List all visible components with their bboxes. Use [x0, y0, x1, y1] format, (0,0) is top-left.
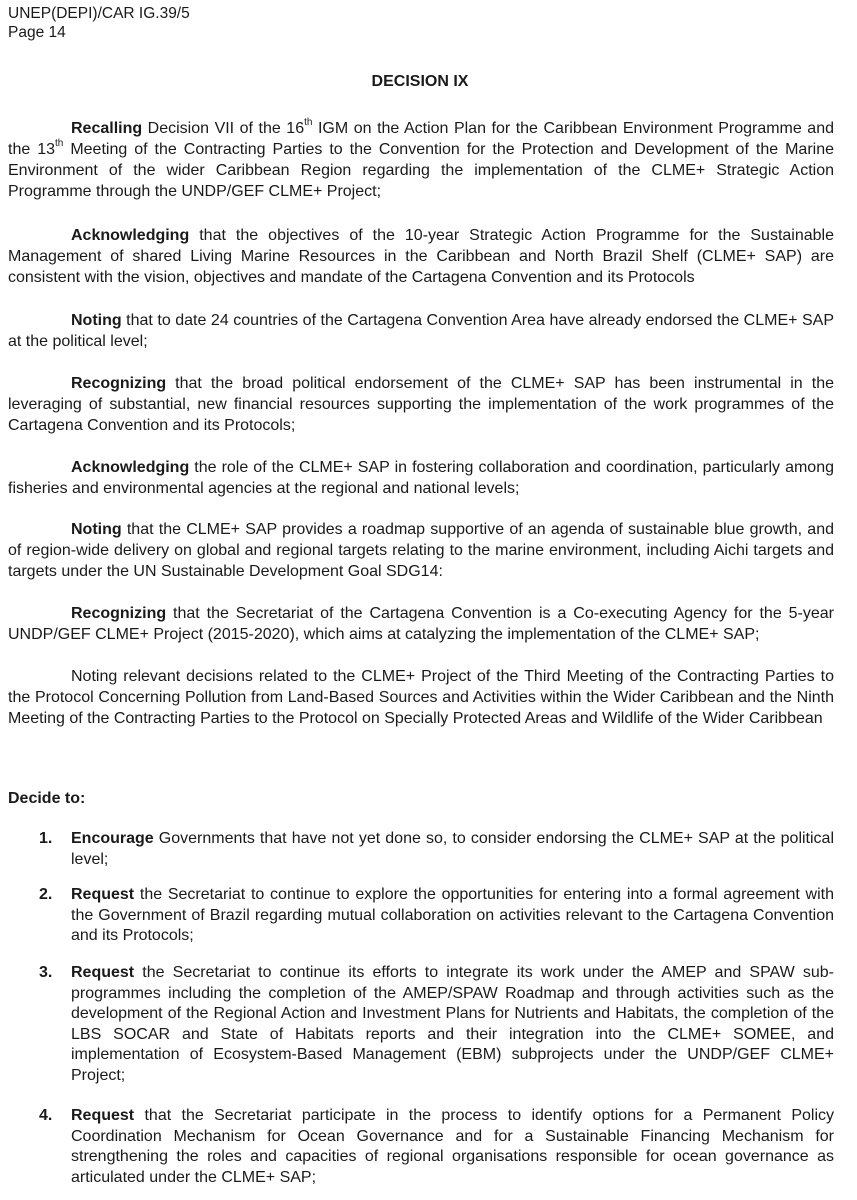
- preamble-lead: Acknowledging: [71, 227, 190, 244]
- decision-title: DECISION IX: [371, 73, 469, 90]
- preamble-recognizing-1: Recognizing that the broad political endorsement of the CLME+ SAP has been instrumental in the leveraging of substantial, new financial resources supporting the implementation of the work programmes of the Cartagena Convention and its Protocols;: [8, 375, 834, 434]
- preamble-acknowledging-1: Acknowledging that the objectives of the 10-year Strategic Action Programme for the Sustainable Management of shared Living Marine Resources in the Caribbean and North Brazil Shelf (CLME+ SAP) are consistent with the vision, objectives and mandate of the Cartagena Convention and its Protocols: [8, 227, 834, 286]
- decide-heading: Decide to:: [8, 790, 86, 807]
- preamble-lead: Recognizing: [71, 375, 167, 392]
- decision-item: 1. Encourage Governments that have not yet done so, to consider endorsing the CLME+ SAP at the political level;: [39, 830, 834, 868]
- document-header: [8, 4, 190, 42]
- decision-verb: Request: [71, 964, 135, 981]
- preamble-recognizing-2: Recognizing that the Secretariat of the Cartagena Convention is a Co-executing Agency for the 5-year UNDP/GEF CLME+ Project (2015-2020), which aims at catalyzing the implementation of the CLME+ SAP;: [8, 605, 834, 643]
- decision-item: 4. Request that the Secretariat participate in the process to identify options for a Permanent Policy Coordination Mechanism for Ocean Governance and for a Sustainable Financing Mechanism for strengthening the roles and capacities of regional organisations responsible for ocean governance as articulated under the CLME+ SAP;: [39, 1107, 834, 1186]
- decision-number: 4.: [39, 1107, 53, 1124]
- decision-number: 3.: [39, 964, 53, 981]
- preamble-noting-3: Noting relevant decisions related to the CLME+ Project of the Third Meeting of the Contracting Parties to the Protocol Concerning Pollution from Land-Based Sources and Activities within the Wider Caribbean and the Ninth Meeting of the Contracting Parties to the Protocol on Specially Protected Areas and Wildlife of the Wider Caribbean: [8, 668, 834, 727]
- decision-item: 3. Request the Secretariat to continue its efforts to integrate its work under the AMEP and SPAW sub-programmes including the completion of the AMEP/SPAW Roadmap and through activities such as the development of the Regional Action and Investment Plans for Nutrients and Habitats, the completion of the LBS SOCAR and State of Habitats reports and their integration into the CLME+ SOMEE, and implementation of Ecosystem-Based Management (EBM) subprojects under the UNDP/GEF CLME+ Project;: [39, 964, 834, 1084]
- preamble-recalling: Recalling Decision VII of the 16th IGM on the Action Plan for the Caribbean Environment Programme and the 13th Meeting of the Contracting Parties to the Convention for the Protection and Development of the Marine Environment of the wider Caribbean Region regarding the implementation of the CLME+ Strategic Action Programme through the UNDP/GEF CLME+ Project;: [8, 116, 834, 200]
- preamble-lead: Noting: [71, 521, 122, 538]
- preamble-noting-2: Noting that the CLME+ SAP provides a roadmap supportive of an agenda of sustainable blue growth, and of region-wide delivery on global and regional targets relating to the marine environment, including Aichi targets and targets under the UN Sustainable Development Goal SDG14:: [8, 521, 834, 580]
- preamble-lead: Recalling: [71, 120, 143, 137]
- decision-verb: Request: [71, 1107, 135, 1124]
- page-number: Page 14: [8, 24, 66, 41]
- decision-verb: Encourage: [71, 830, 154, 847]
- decision-verb: Request: [71, 886, 135, 903]
- preamble-lead: Acknowledging: [71, 459, 190, 476]
- decision-number: 2.: [39, 886, 53, 903]
- decision-item: 2. Request the Secretariat to continue to explore the opportunities for entering into a formal agreement with the Government of Brazil regarding mutual collaboration on activities relevant to the Cartagena Convention and its Protocols;: [39, 886, 834, 944]
- preamble-noting-1: Noting that to date 24 countries of the Cartagena Convention Area have already endorsed the CLME+ SAP at the political level;: [8, 312, 834, 350]
- document-code: UNEP(DEPI)/CAR IG.39/5: [8, 5, 190, 22]
- preamble-lead: Recognizing: [71, 605, 167, 622]
- preamble-acknowledging-2: Acknowledging the role of the CLME+ SAP in fostering collaboration and coordination, particularly among fisheries and environmental agencies at the regional and national levels;: [8, 459, 834, 497]
- preamble-lead: Noting: [71, 312, 122, 329]
- decision-number: 1.: [39, 830, 53, 847]
